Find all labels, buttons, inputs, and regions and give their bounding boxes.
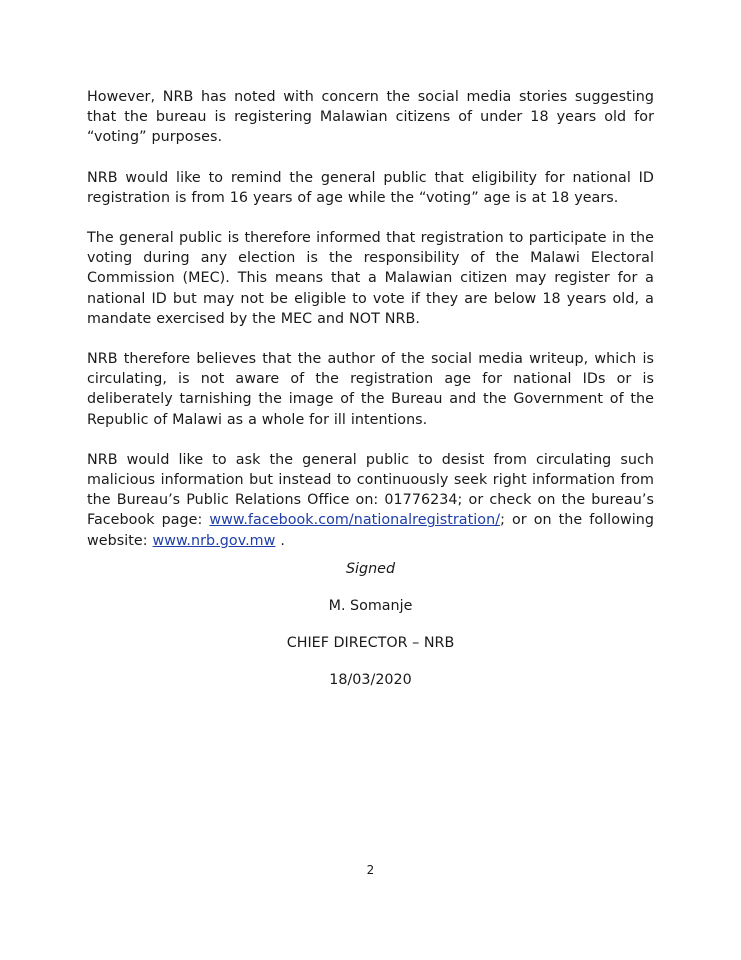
paragraph-text: However, NRB has noted with concern the social media stories suggesting that the bureau is registering Malawian citizens of under 18 years old for “voting” purposes. [87,89,654,146]
website-link[interactable]: www.nrb.gov.mw [152,532,276,549]
signature-block [0,559,741,707]
paragraph-text: NRB would like to remind the general public that eligibility for national ID registration is from 16 years of age while the “voting” age is at 18 years. [87,169,654,206]
paragraph-text-middle: ; or on the following website: [87,512,654,549]
paragraph-eligibility [87,168,654,208]
signature-date: 18/03/2020 [329,672,412,688]
paragraph-text: The general public is therefore informed that registration to participate in the voting during any election is the responsibility of the Malawi Electoral Commission (MEC). This means that a Malawian citizen may register for a national ID but may not be eligible to vote if they are below 18 years old, a mandate exercised by the MEC and NOT NRB. [87,230,654,327]
paragraph-author-concern [87,349,654,430]
signatory-title: CHIEF DIRECTOR – NRB [286,635,455,651]
paragraph-text-end: . [275,532,285,549]
paragraph-age-concern [87,87,654,148]
signatory-name: M. Somanje [328,598,413,614]
signed-label: Signed [345,561,396,577]
paragraph-contact-info [87,450,654,551]
paragraph-text: NRB therefore believes that the author of the social media writeup, which is circulating, is not aware of the registration age for national IDs or is deliberately tarnishing the image of the Bureau and the Government of the Republic of Malawi as a whole for ill intentions. [87,351,654,428]
paragraph-mec-responsibility [87,228,654,329]
facebook-link[interactable]: www.facebook.com/nationalregistration/ [209,512,501,529]
document-body [87,87,654,571]
paragraph-text: NRB would like to ask the general public to desist from circulating such malicious information but instead to continuously seek right information from the Bureau’s Public Relations Office on: 01776234; or check on the bureau’s Facebook page: [87,451,654,529]
page-number: 2 [366,863,375,877]
